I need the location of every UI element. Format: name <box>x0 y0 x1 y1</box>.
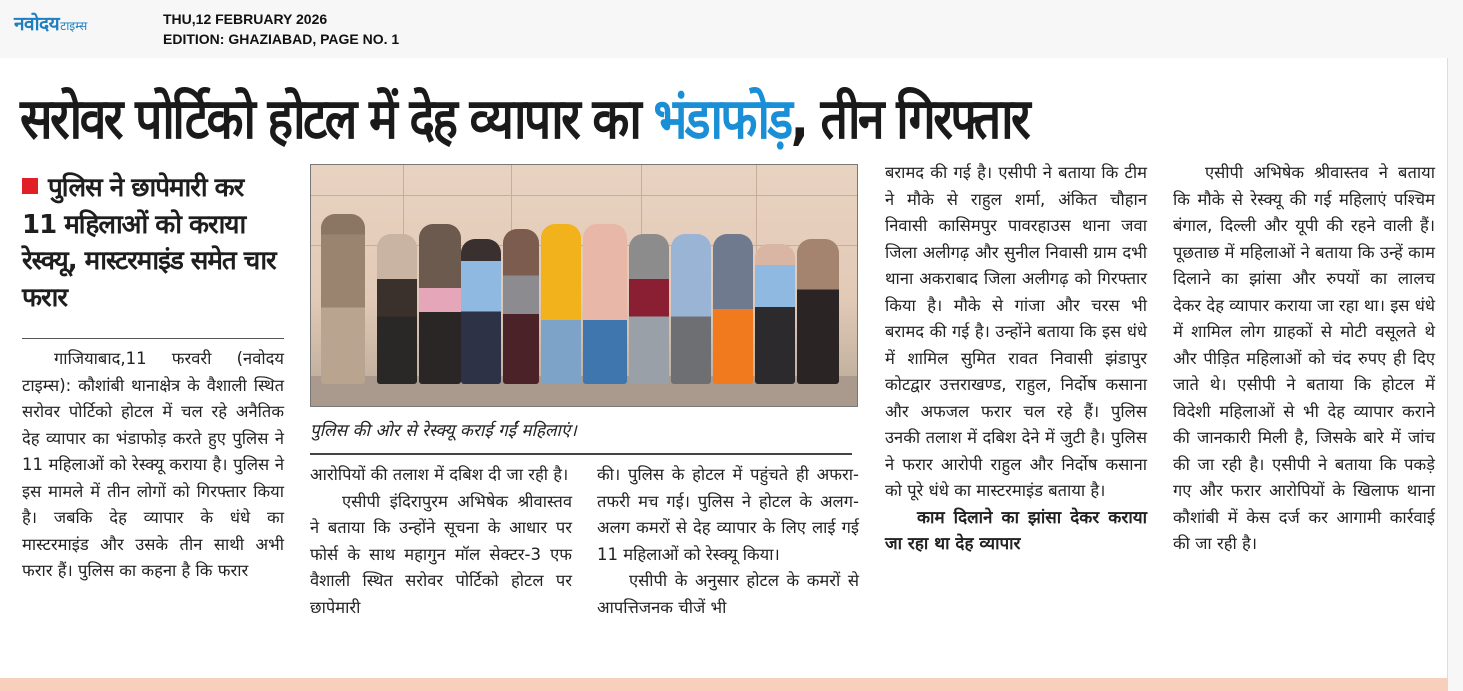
photo-caption: पुलिस की ओर से रेस्क्यू कराई गईं महिलाएं। <box>310 421 577 441</box>
article-column-3 <box>597 462 859 621</box>
article-column-5 <box>1173 160 1435 558</box>
edition-page: EDITION: GHAZIABAD, PAGE NO. 1 <box>163 31 400 47</box>
column-paragraph: आरोपियों की तलाश में दबिश दी जा रही है। <box>310 465 569 484</box>
column-subheading: काम दिलाने का झांसा देकर कराया जा रहा था देह व्यापार <box>885 507 1147 554</box>
edition-info <box>163 9 399 49</box>
headline-part-1: सरोवर पोर्टिको होटल में देह व्यापार का <box>20 87 654 152</box>
edition-date: THU,12 FEBRUARY 2026 <box>163 11 328 27</box>
column-paragraph: गाजियाबाद,11 फरवरी (नवोदय टाइम्स): कौशांबी थानाक्षेत्र के वैशाली स्थित सरोवर पोर्टिको होटल में चल रहे अनैतिक देह व्यापार का भंडाफोड़ करते हुए पुलिस ने 11 महिलाओं को रेस्क्यू कराया है। पुलिस ने इस मामले में तीन लोगों को गिरफ्तार किया है। जबकि देह व्यापार के धंधे का मास्टरमाइंड और उसके तीन साथी अभी फरार हैं। पुलिस का कहना है कि फरार <box>22 349 284 580</box>
column-paragraph: एसीपी इंदिरापुरम अभिषेक श्रीवास्तव ने बताया कि उन्होंने सूचना के आधार पर फोर्स के साथ महागुन मॉल सेक्टर-3 एफ वैशाली स्थित सरोवर पोर्टिको होटल पर छापेमारी <box>310 491 572 617</box>
subheadline-text: पुलिस ने छापेमारी कर 11 महिलाओं को कराया रेस्क्यू, मास्टरमाइंड समेत चार फरार <box>22 173 276 313</box>
article-subheadline <box>22 170 284 316</box>
newspaper-logo[interactable] <box>14 10 87 36</box>
logo-main-text: नवोदय <box>14 13 60 35</box>
article-column-2 <box>310 462 572 621</box>
column-paragraph: एसीपी के अनुसार होटल के कमरों से आपत्तिजनक चीजें भी <box>597 571 859 617</box>
article-headline <box>20 80 1241 170</box>
column-paragraph: बरामद की गई है। एसीपी ने बताया कि टीम ने मौके से राहुल शर्मा, अंकित चौहान निवासी कासिमपुर पावरहाउस थाना जवा जिला अलीगढ़ और सुनील निवासी ग्राम दभी थाना अकराबाद जिला अलीगढ़ को गिरफ्तार किया है। मौके से गांजा और चरस भी बरामद की गई है। उन्होंने बताया कि इस धंधे में शामिल सुमित रावत निवासी झंडापुर कोटद्वार उत्तराखण्ड, राहुल, निर्दोष कसाना और अफजल फरार चल रहे हैं। पुलिस उनकी तलाश में दबिश देने में जुटी है। पुलिस ने फरार आरोपी राहुल और निर्दोष कसाना को पूरे धंधे का मास्टरमाइंड बताया है। <box>885 163 1147 500</box>
article-column-1 <box>22 346 284 585</box>
next-article-band <box>0 678 1448 691</box>
news-photo-rescued-women <box>310 164 858 407</box>
subheadline-divider <box>22 338 284 339</box>
logo-sub-text: टाइम्स <box>60 19 88 33</box>
headline-part-2: , तीन गिरफ्तार <box>790 87 1029 152</box>
red-square-bullet-icon <box>22 178 38 194</box>
newspaper-page <box>0 58 1448 691</box>
column-paragraph: की। पुलिस के होटल में पहुंचते ही अफरा-तफरी मच गई। पुलिस ने होटल के अलग-अलग कमरों से देह व्यापार के लिए लाई गई 11 महिलाओं को रेस्क्यू किया। <box>597 465 859 564</box>
column-paragraph: एसीपी अभिषेक श्रीवास्तव ने बताया कि मौके से रेस्क्यू की गई महिलाएं पश्चिम बंगाल, दिल्ली और यूपी की रहने वाली हैं। पूछताछ में महिलाओं ने बताया कि उन्हें काम दिलाने का झांसा और रुपयों का लालच देकर देह व्यापार कराया जा रहा था। इस धंधे में शामिल लोग ग्राहकों से मोटी वसूलते थे और पीड़ित महिलाओं को चंद रुपए ही दिए जाते थे। एसीपी ने बताया कि होटल में विदेशी महिलाओं से भी देह व्यापार कराने की जानकारी मिली है, जिसके बारे में जांच की जा रही है। एसीपी ने बताया कि पकड़े गए और फरार आरोपियों के खिलाफ थाना कौशांबी में केस दर्ज कर आगामी कार्रवाई की जा रही है। <box>1173 163 1436 553</box>
headline-accent: भंडाफोड़ <box>653 87 791 152</box>
epaper-header <box>0 0 1463 58</box>
article-column-4 <box>885 160 1147 558</box>
caption-divider <box>310 453 852 455</box>
